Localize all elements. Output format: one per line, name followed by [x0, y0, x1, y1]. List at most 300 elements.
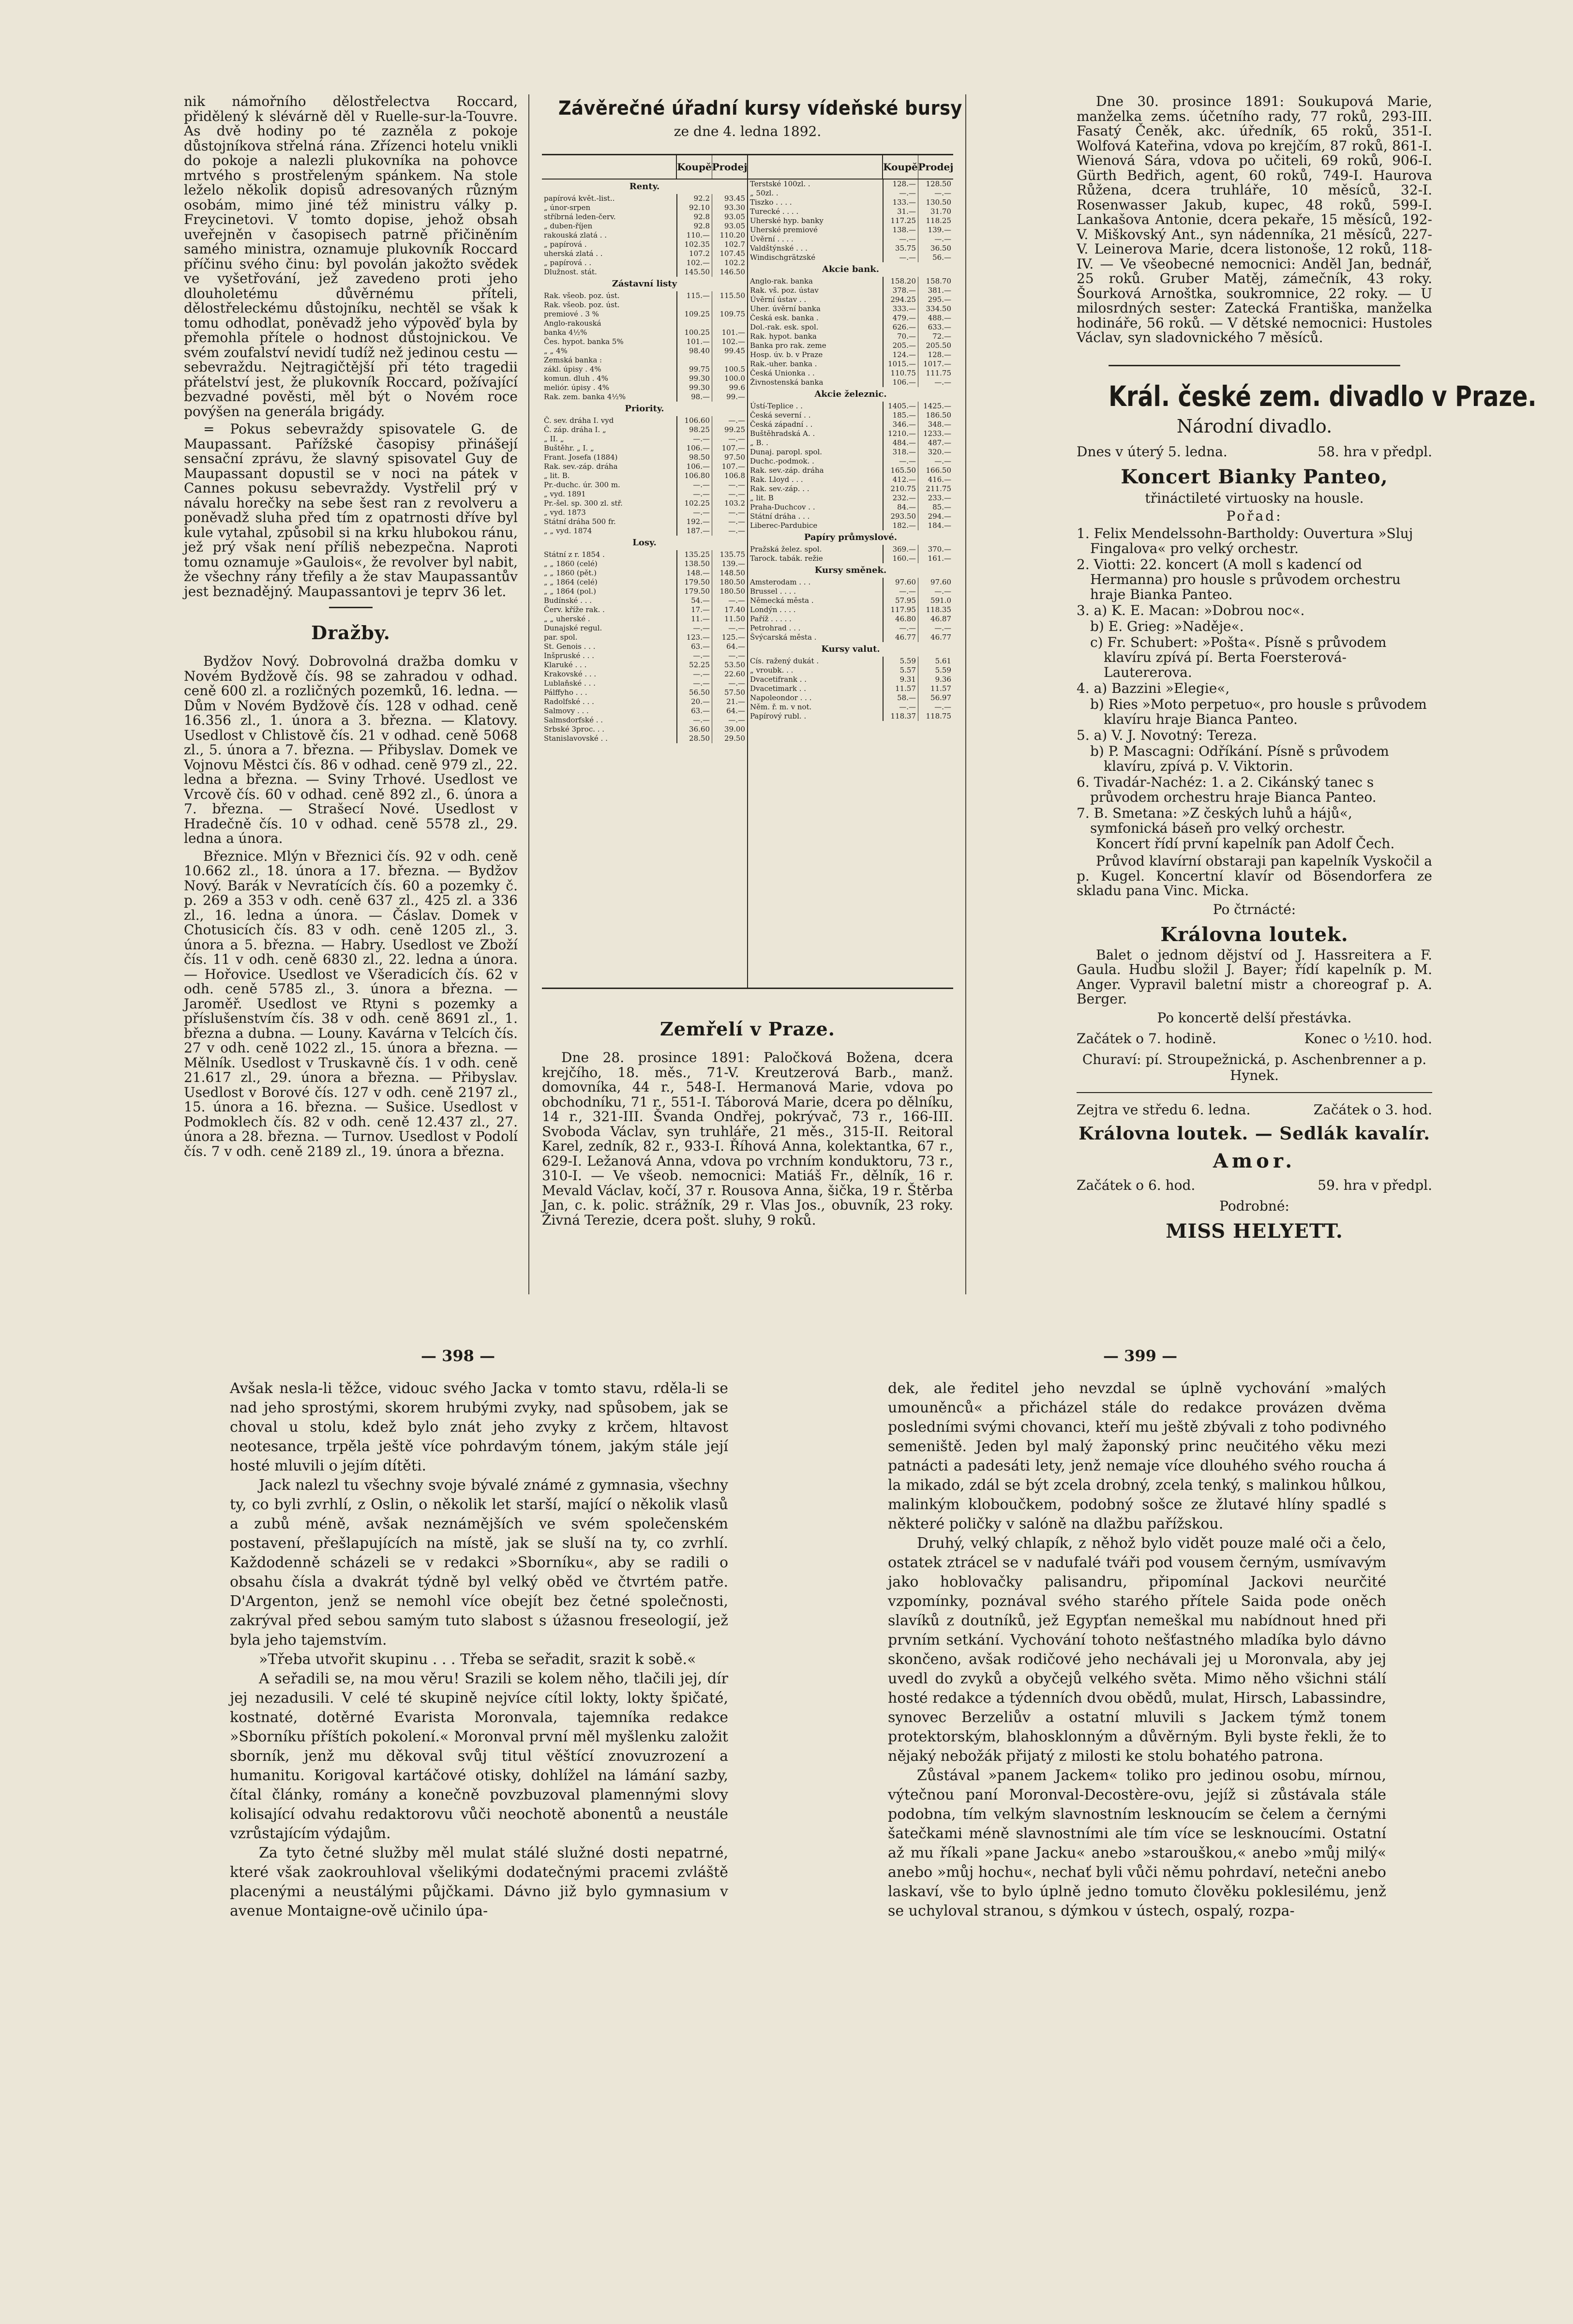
sell-price: —.— — [728, 416, 745, 425]
program-item: c) Fr. Schubert: »Pošta«. Písně s průvodem klavíru zpívá pí. Berta Foersterová-Lautererova. — [1090, 634, 1387, 680]
security-name: premiové . 3 % — [542, 310, 677, 319]
buy-price: 182.— — [884, 521, 918, 530]
security-name: Rak. všeob. poz. úst. — [542, 300, 677, 310]
sell-price: 106.8 — [724, 471, 745, 480]
exchange-row — [748, 360, 953, 369]
buy-price: 232.— — [884, 494, 918, 503]
exchange-row — [748, 605, 953, 615]
tomorrow-line — [1077, 1102, 1432, 1118]
exchange-row — [542, 471, 747, 480]
sell-price: 633.— — [928, 323, 951, 331]
buy-price: 138.— — [884, 225, 918, 235]
ballet-desc: Balet o jednom dějství od J. Hassreitera a F. Gaula. Hudbu složil J. Bayer; řídí kapelník p. M. Anger. Vypravil baletní mistr a choreograf p. A. Berger. — [1077, 946, 1432, 1007]
buy-price: 98.— — [677, 392, 712, 402]
buy-price: 160.— — [884, 554, 918, 563]
exchange-row — [748, 521, 953, 530]
security-name: Česká Unionka . . — [748, 369, 884, 378]
security-name: Salmovy . . . — [542, 706, 677, 716]
sell-price: 46.77 — [930, 633, 951, 642]
theatre-date-line — [1077, 444, 1432, 460]
exchange-row — [748, 578, 953, 587]
sell-price: 128.50 — [926, 180, 951, 188]
exchange-row — [542, 508, 747, 517]
page-number-left: — 398 — — [421, 1347, 495, 1365]
exchange-row — [542, 660, 747, 670]
security-name: „ únor-srpen — [542, 203, 677, 212]
evening-abonma: 59. hra v předpl. — [1318, 1177, 1432, 1193]
buy-price: 179.50 — [677, 578, 712, 587]
sick-note: Churaví: pí. Stroupežnická, p. Aschenbrenner a p. Hynek. — [1082, 1051, 1427, 1083]
buy-price: 185.— — [884, 411, 918, 420]
security-name: Paříž . . . . . — [748, 615, 884, 624]
program-item: 4. a) Bazzini »Elegie«, — [1077, 680, 1230, 696]
sell-price: 21.— — [726, 697, 745, 706]
sell-price: 205.50 — [926, 341, 951, 350]
sell-price: 29.50 — [724, 734, 745, 743]
exchange-row — [748, 666, 953, 675]
left-column — [184, 94, 518, 1162]
buy-price: 106.60 — [677, 416, 712, 425]
security-name: Rak. zem. banka 4½% — [542, 392, 677, 402]
security-name: Úvěrní . . . . — [748, 235, 884, 244]
buy-price: —.— — [677, 716, 712, 725]
sell-price: —.— — [728, 651, 745, 660]
sell-price: —.— — [934, 587, 951, 596]
podrobne-label: Podrobné: — [1219, 1198, 1289, 1214]
security-name: Rak.-uher. banka . — [748, 360, 884, 369]
end-time: Konec o ½10. hod. — [1304, 1030, 1432, 1047]
exchange-row — [748, 466, 953, 475]
piano-note: Průvod klavírní obstaraji pan kapelník Vyskočil a p. Kugel. Koncertní klavír od Bösendorfera ze skladu pana Vinc. Micka. — [1077, 853, 1432, 899]
exchange-row — [748, 633, 953, 642]
sell-price: 487.— — [928, 438, 951, 447]
security-name: Ústí-Teplice . . — [748, 402, 884, 411]
evening-start: Začátek o 6. hod. — [1077, 1177, 1196, 1193]
sell-price: —.— — [728, 480, 745, 489]
exchange-row — [542, 374, 747, 383]
security-name: Dol.-rak. esk. spol. — [748, 323, 884, 332]
security-name: Terstské 100zl. . — [748, 180, 884, 189]
security-name: Dunaj. paropl. spol. — [748, 448, 884, 457]
exchange-row — [542, 716, 747, 725]
exchange-row — [748, 596, 953, 605]
exchange-row — [748, 286, 953, 295]
right-column — [1077, 93, 1537, 1244]
security-name: Pr.-šel. sp. 300 zl. stř. — [542, 499, 677, 508]
sell-price: —.— — [728, 526, 745, 535]
conductor-note: Koncert řídí první kapelník pan Adolf Čech. — [1096, 835, 1395, 852]
security-name: Cís. ražený dukát . — [748, 657, 884, 666]
buy-price: —.— — [677, 670, 712, 679]
exchange-row — [542, 499, 747, 508]
security-name: Č. sev. dráha I. vyd — [542, 416, 677, 425]
sell-price: 139.— — [721, 559, 745, 568]
security-name: „ „ vyd. 1874 — [542, 526, 677, 536]
sell-price: 93.30 — [724, 203, 745, 212]
sell-price — [712, 356, 747, 365]
security-name: „ „ 4% — [542, 346, 677, 356]
security-name: Petrohrad . . . — [748, 624, 884, 633]
buy-price: 369.— — [884, 545, 918, 554]
sell-price: 39.00 — [724, 725, 745, 734]
sell-price: 370.— — [928, 545, 951, 554]
buy-price: 92.8 — [677, 222, 712, 231]
book-paragraph: Jack nalezl tu všechny svoje bývalé známé z gymnasia, všechny ty, co byli zvrhlí, z Oslin, o několik let starší, mající o několik vlasů a zubů méně, avšak neznámějších ve svém společenském postavení, přešlapujících na místě, jak se sluší na ty, co zvrhlí. Každodenně scházeli se v redakci »Sborníku«, aby se radili o obsahu čísla a dvakrát týdně byl velký oběd ve čtvrtém patře. D'Argenton, jenž se nemohl více obejít bez četné společnosti, zakrýval před sebou samým tuto slabost s úžasnou freseologií, jež byla jeho tajemstvím. — [230, 1477, 728, 1649]
exchange-category: Akcie bank. — [822, 264, 880, 274]
book-paragraph: »Třeba utvořit skupinu . . . Třeba se seřadit, srazit k sobě.« — [259, 1651, 696, 1668]
security-name: Duchc.-podmok. . — [748, 457, 884, 466]
sell-price: 416.— — [928, 475, 951, 484]
buy-price: 31.— — [884, 207, 918, 216]
buy-price: 92.10 — [677, 203, 712, 212]
sell-price: 158.70 — [926, 277, 951, 285]
sell-price: 17.40 — [724, 605, 745, 614]
concert-subtitle: třináctileté virtuosky na housle. — [1145, 490, 1364, 506]
sell-price: 118.35 — [926, 605, 951, 614]
buy-price: 107.2 — [677, 249, 712, 258]
security-name: komun. dluh . 4% — [542, 374, 677, 383]
security-name: Buštěhradská A. . — [748, 429, 884, 438]
header-sell: Prodej — [918, 161, 954, 173]
buy-price: 293.50 — [884, 512, 918, 521]
buy-price: 124.— — [884, 350, 918, 360]
program-item: b) P. Mascagni: Odříkání. Písně s průvodem klavíru, zpívá p. V. Viktorin. — [1090, 743, 1389, 774]
sell-price: 99.— — [726, 392, 745, 401]
exchange-row — [748, 244, 953, 253]
security-name: Radolfské . . . — [542, 697, 677, 706]
sell-price: 184.— — [928, 521, 951, 530]
buy-price: 117.25 — [884, 216, 918, 225]
buy-price: 97.60 — [884, 578, 918, 587]
tomorrow-start: Začátek o 3. hod. — [1313, 1101, 1432, 1118]
buy-price: 117.95 — [884, 605, 918, 615]
exchange-row — [748, 675, 953, 684]
buy-price — [677, 300, 712, 310]
exchange-row — [542, 194, 747, 203]
exchange-row — [542, 319, 747, 328]
security-name: Něm. ř. m. v not. — [748, 703, 884, 712]
sell-price: 180.50 — [719, 587, 745, 596]
security-name: Klaruké . . . — [542, 660, 677, 670]
buy-price: 210.75 — [884, 484, 918, 494]
security-name: „ vyd. 1873 — [542, 508, 677, 517]
buy-price: 158.20 — [884, 277, 918, 286]
program-list — [1077, 526, 1432, 836]
exchange-category: Losy. — [632, 538, 657, 548]
buy-price: 102.35 — [677, 240, 712, 249]
buy-price: 1210.— — [884, 429, 918, 438]
exchange-row — [748, 448, 953, 457]
exchange-row — [748, 587, 953, 596]
sell-price: 64.— — [726, 642, 745, 651]
sell-price: 128.— — [928, 350, 951, 359]
exchange-row — [542, 550, 747, 559]
sell-price: 1233.— — [923, 429, 951, 438]
security-name: meliór. úpisy . 4% — [542, 383, 677, 392]
buy-price: —.— — [677, 624, 712, 633]
buy-price: 133.— — [884, 198, 918, 207]
exchange-row — [748, 350, 953, 360]
sell-price: 130.50 — [926, 198, 951, 207]
buy-price: —.— — [677, 651, 712, 660]
security-name: Červ. kříže rak. . — [542, 605, 677, 615]
sell-price: 46.87 — [930, 615, 951, 623]
exchange-row — [542, 453, 747, 462]
exchange-row — [748, 341, 953, 350]
exchange-row — [542, 526, 747, 536]
exchange-row — [542, 231, 747, 240]
buy-price: 1405.— — [884, 402, 918, 411]
buy-price: 106.80 — [677, 471, 712, 480]
security-name: Rak. sev.-záp. . . — [748, 484, 884, 494]
sell-price: 64.— — [726, 706, 745, 715]
buy-price: —.— — [884, 189, 918, 198]
buy-price: 128.— — [884, 180, 918, 189]
security-name: Hosp. úv. b. v Praze — [748, 350, 884, 360]
ballet-title: Královna loutek. — [1160, 923, 1348, 946]
buy-price: 346.— — [884, 420, 918, 429]
tomorrow-date: Zejtra ve středu 6. ledna. — [1077, 1101, 1251, 1118]
sell-price: 211.75 — [926, 484, 951, 493]
exchange-row — [542, 383, 747, 392]
security-name: Pr.-duchc. úr. 300 m. — [542, 480, 677, 490]
buy-price: 118.37 — [884, 712, 918, 721]
buy-price: 70.— — [884, 332, 918, 341]
buy-price: 333.— — [884, 304, 918, 314]
sell-price: —.— — [728, 624, 745, 632]
buy-price: 192.— — [677, 517, 712, 526]
exchange-row — [542, 203, 747, 212]
exchange-category: Papíry průmyslové. — [804, 532, 898, 542]
exchange-row — [748, 378, 953, 387]
exchange-row — [748, 503, 953, 512]
security-name: Windischgrätzské — [748, 253, 884, 262]
buy-price: —.— — [677, 490, 712, 499]
exchange-row — [542, 337, 747, 346]
sell-price: 1425.— — [923, 402, 951, 410]
exchange-date: ze dne 4. ledna 1892. — [674, 123, 822, 139]
sell-price: 118.75 — [926, 712, 951, 720]
then-label: Po čtrnácté: — [1213, 901, 1296, 917]
sell-price: —.— — [934, 378, 951, 387]
exchange-table-right — [748, 155, 953, 988]
security-name: zákl. úpisy . 4% — [542, 365, 677, 374]
sell-price: 334.50 — [926, 304, 951, 313]
buy-price: 11.— — [677, 615, 712, 624]
buy-price: —.— — [884, 587, 918, 596]
sell-price — [712, 319, 747, 328]
exchange-category: Priority. — [625, 404, 664, 414]
sell-price: 99.45 — [724, 346, 745, 355]
exchange-row — [748, 411, 953, 420]
sell-price: 31.70 — [930, 207, 951, 216]
start-time: Začátek o 7. hodině. — [1077, 1030, 1216, 1047]
concert-title: Koncert Bianky Panteo, — [1121, 465, 1388, 488]
security-name: Česká západní . . — [748, 420, 884, 429]
exchange-row — [542, 559, 747, 569]
sell-price: 9.36 — [935, 675, 951, 684]
book-paragraph: Avšak nesla-li těžce, vidouc svého Jacka v tomto stavu, rděla-li se nad jeho sprostými, skorem hrubými zvyky, nad spůsobem, jak se choval u stolu, kdež bylo znát jeho zvyky z krčem, hltavost neotesance, trpěla ještě více pohrdavým tónem, jakým stále její hosté mluvili o jejím dítěti. — [230, 1380, 728, 1474]
exchange-row — [542, 633, 747, 642]
header-sell: Prodej — [712, 161, 748, 173]
buy-price: 35.75 — [884, 244, 918, 253]
sell-price: 57.50 — [724, 688, 745, 697]
drazby-heading: Dražby. — [311, 622, 390, 644]
buy-price: 99.30 — [677, 383, 712, 392]
security-name: „ 50zl. . — [748, 189, 884, 198]
exchange-row — [542, 346, 747, 356]
theatre-subtitle: Národní divadlo. — [1176, 415, 1333, 437]
sell-price: 5.59 — [935, 666, 951, 675]
book-paragraph: Za tyto četné služby měl mulat stálé služné dosti nepatrné, které však zaokrouhloval všelikými dodatečnými pracemi zvláště placenými a neustálými půjčkami. Dávno již bylo gymnasium v avenue Montaigne-ově učinilo úpa- — [230, 1844, 728, 1919]
exchange-row — [748, 657, 953, 666]
security-name: Německá města . — [748, 596, 884, 605]
security-name: „ duben-říjen — [542, 222, 677, 231]
sell-price: 294.— — [928, 512, 951, 521]
sell-price: 11.50 — [724, 615, 745, 623]
sell-price: 591.0 — [930, 596, 951, 605]
buy-price: 145.50 — [677, 268, 712, 277]
exchange-row — [748, 277, 953, 286]
buy-price: 187.— — [677, 526, 712, 536]
security-name: stříbrná leden-červ. — [542, 212, 677, 222]
sell-price: 72.— — [932, 332, 951, 341]
sell-price: —.— — [728, 596, 745, 605]
exchange-row — [542, 624, 747, 633]
sell-price: 166.50 — [926, 466, 951, 475]
security-name: Turecké . . . . — [748, 207, 884, 216]
security-name: Pálffyho . . . — [542, 688, 677, 697]
security-name: „ II. „ — [542, 435, 677, 444]
buy-price: 57.95 — [884, 596, 918, 605]
sell-price: —.— — [728, 490, 745, 498]
exchange-row — [748, 180, 953, 189]
theatre-title: Král. české zem. divadlo v Praze. — [1109, 365, 1400, 413]
exchange-category: Kursy směnek. — [814, 565, 887, 575]
buy-price: 36.60 — [677, 725, 712, 734]
security-name: „ lit. B — [748, 494, 884, 503]
sell-price: 97.50 — [724, 453, 745, 462]
buy-price: 1015.— — [884, 360, 918, 369]
security-name: „ „ 1864 (celé) — [542, 578, 677, 587]
page-number-right: — 399 — — [1103, 1347, 1178, 1365]
buy-price: 378.— — [884, 286, 918, 295]
exchange-row — [542, 222, 747, 231]
exchange-row — [542, 356, 747, 365]
exchange-rows-right — [748, 180, 953, 721]
buy-price: 5.59 — [884, 657, 918, 666]
buy-price: 123.— — [677, 633, 712, 642]
exchange-row — [542, 517, 747, 526]
security-name: Dvacetifrank . . — [748, 675, 884, 684]
exchange-row — [542, 697, 747, 706]
book-page-left — [230, 1379, 728, 1921]
security-name: uherská zlatá . . — [542, 249, 677, 258]
sell-price: 1017.— — [923, 360, 951, 368]
sell-price: 135.75 — [719, 550, 745, 559]
security-name: Č. záp. dráha I. „ — [542, 425, 677, 435]
sell-price: 53.50 — [724, 660, 745, 669]
security-name: Anglo-rakouská — [542, 319, 677, 328]
exchange-row — [542, 310, 747, 319]
exchange-row — [542, 734, 747, 743]
exchange-table — [542, 154, 953, 989]
roccard-article: nik námořního dělostřelectva Roccard, přidělený k slévárně děl v Ruelle-sur-la-Touvre. As dvě hodiny po té zazněla z pokoje důstojníkova střelná rána. Zřízenci hotelu vnikli do pokoje a nalezli plukovníka na pohovce mrtvého s prostřeleným spánkem. Na stole leželo několik dopisů adresovaných různým osobám, mimo jiné též ministru války p. Freycinetovi. V tomto dopise, jehož obsah uveřejněn v časopisech patrně přičiněním samého ministra, oznamuje plukovník Roccard příčinu svého činu: byl povolán jakožto svědek ve vyšetřování, jež zavedeno proti jeho dlouholetému důvěrnému příteli, dělostřeleckému důstojníku, nechtěl se však k tomu odhodlat, poněvadž jeho výpověď byla by přemohla přítele o hodnost důstojnickou. Ve svém zoufalství nevidí tudíž než jedinou cestu — sebevraždu. Nejtragičtější při této tragedii přátelství jest, že plukovník Roccard, požívající bezvadné pověsti, měl být o Novém roce povýšen na generála brigády. — [184, 93, 518, 420]
tomorrow-title: Královna loutek. — Sedlák kavalír. — [1079, 1123, 1430, 1144]
buy-price: 98.50 — [677, 453, 712, 462]
buy-price: 99.75 — [677, 365, 712, 374]
sell-price: 22.60 — [724, 670, 745, 678]
column-rule — [965, 94, 966, 1294]
exchange-row — [542, 462, 747, 471]
exchange-title: Závěrečné úřadní kursy vídeňské bursy — [558, 97, 962, 120]
exchange-category: Renty. — [629, 181, 660, 192]
buy-price: 63.— — [677, 706, 712, 716]
security-name: Uher. úvěrní banka — [748, 304, 884, 314]
sell-price: —.— — [728, 679, 745, 688]
exchange-row — [542, 425, 747, 435]
program-item: b) E. Grieg: »Naděje«. — [1090, 618, 1244, 634]
header-name-cell — [748, 155, 883, 179]
program-item: 3. a) K. E. Macan: »Dobrou noc«. — [1077, 602, 1305, 618]
buy-price: 98.40 — [677, 346, 712, 356]
security-name: Tiszko . . . . — [748, 198, 884, 207]
exchange-row — [748, 216, 953, 225]
security-name: Krakovské . . . — [542, 670, 677, 679]
sell-price: 348.— — [928, 420, 951, 429]
buy-price: 626.— — [884, 323, 918, 332]
exchange-row — [542, 688, 747, 697]
sell-price: 103.2 — [724, 499, 745, 508]
security-name: Státní dráha 500 fr. — [542, 517, 677, 526]
program-item: b) Ries »Moto perpetuo«, pro housle s průvodem klavíru hraje Bianca Panteo. — [1090, 696, 1427, 727]
security-name: Živnostenská banka — [748, 378, 884, 387]
exchange-row — [748, 615, 953, 624]
miss-helyett-title: MISS HELYETT. — [1166, 1219, 1343, 1243]
sell-price: 101.— — [721, 328, 745, 337]
security-name: Banka pro rak. zeme — [748, 341, 884, 350]
buy-price: 110.75 — [884, 369, 918, 378]
sell-price: 11.57 — [930, 684, 951, 693]
exchange-row — [542, 258, 747, 268]
exchange-row — [748, 693, 953, 703]
sell-price: 320.— — [928, 448, 951, 456]
security-name: Dunajské regul. — [542, 624, 677, 633]
security-name: „ vyd. 1891 — [542, 490, 677, 499]
buy-price: 109.25 — [677, 310, 712, 319]
sell-price: 110.20 — [719, 231, 745, 240]
buy-price: 148.— — [677, 569, 712, 578]
exchange-category: Zástavní listy — [612, 279, 677, 289]
security-name: Inšpruské . . . — [542, 651, 677, 660]
exchange-row — [542, 365, 747, 374]
sell-price: 93.05 — [724, 212, 745, 221]
maupassant-article: = Pokus sebevraždy spisovatele G. de Maupassant. Pařížské časopisy přinášejí sensační zprávu, že slavný spisovatel Guy de Maupassant dopustil se v noci na pátek v Cannes pokusu sebevraždy. Vystřelil prý v návalu horečky na sebe šest ran z revolveru a poněvadž sluha před tím z opatrnosti dříve byl kule vytahal, způsobil si na krku hlubokou ránu, jež prý však není příliš nebezpečna. Naproti tomu oznamuje »Gaulois«, že revolver byl nabit, že všechny rány třefily a že stav Maupassantův jest beznadějný. Maupassantovi je teprv 36 let. — [184, 421, 518, 600]
sell-price: 139.— — [928, 225, 951, 234]
buy-price: 318.— — [884, 448, 918, 457]
buy-price: —.— — [884, 624, 918, 633]
buy-price: —.— — [884, 235, 918, 244]
security-name: Amsterodam . . . — [748, 578, 884, 587]
sell-price: —.— — [728, 517, 745, 526]
exchange-row — [542, 240, 747, 249]
security-name: Pražská želez. spol. — [748, 545, 884, 554]
theatre-date: Dnes v úterý 5. ledna. — [1077, 443, 1228, 460]
sell-price: 233.— — [928, 494, 951, 502]
sell-price: —.— — [728, 716, 745, 724]
security-name: Dvacetimark . . — [748, 684, 884, 693]
exchange-row — [542, 587, 747, 596]
